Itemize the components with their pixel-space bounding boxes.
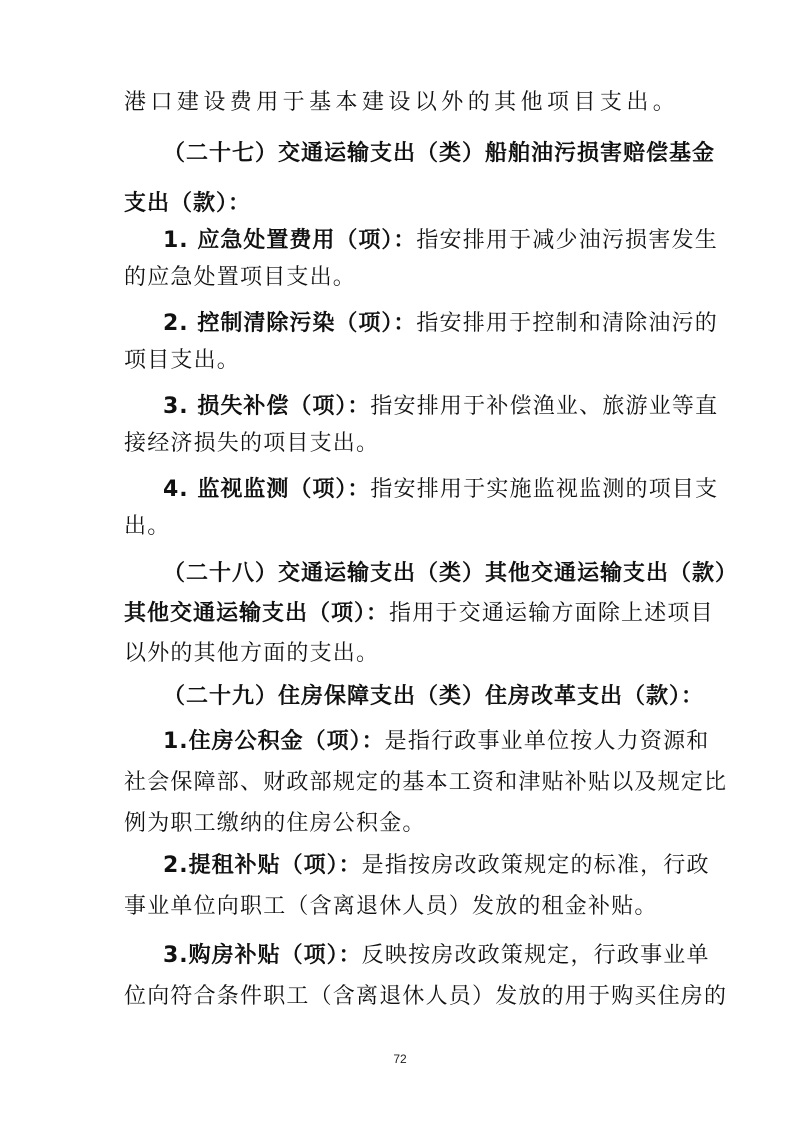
page-number: 72 xyxy=(393,1052,407,1066)
paragraph-line: 位向符合条件职工（含离退休人员）发放的用于购买住房的 xyxy=(124,984,728,1009)
item-line: 3. 损失补偿（项）：指安排用于补偿渔业、旅游业等直 xyxy=(163,394,719,419)
item-line: 2. 控制清除污染（项）：指安排用于控制和清除油污的 xyxy=(163,311,718,336)
item-line: 1. 应急处置费用（项）：指安排用于减少油污损害发生 xyxy=(163,228,718,253)
section-heading: 支出（款）： xyxy=(124,191,252,216)
paragraph-line: 接经济损失的项目支出。 xyxy=(124,431,380,456)
section-heading: （二十九）住房保障支出（类）住房改革支出（款）： xyxy=(163,684,705,709)
paragraph-line: 例为职工缴纳的住房公积金。 xyxy=(124,811,426,836)
paragraph-line: 项目支出。 xyxy=(124,348,241,373)
section-heading: （二十八）交通运输支出（类）其他交通运输支出（款） xyxy=(163,561,739,586)
paragraph-line: 出。 xyxy=(124,514,171,539)
item-line: 4. 监视监测（项）：指安排用于实施监视监测的项目支 xyxy=(163,477,719,502)
item-line: 其他交通运输支出（项）：指用于交通运输方面除上述项目 xyxy=(124,601,714,626)
paragraph-line: 事业单位向职工（含离退休人员）发放的租金补贴。 xyxy=(124,894,658,919)
item-line: 3.购房补贴（项）：反映按房改政策规定，行政事业单 xyxy=(163,943,710,968)
item-line: 1.住房公积金（项）：是指行政事业单位按人力资源和 xyxy=(163,729,710,754)
paragraph-line: 以外的其他方面的支出。 xyxy=(124,641,380,666)
paragraph-line: 港口建设费用于基本建设以外的其他项目支出。 xyxy=(124,90,676,115)
paragraph-line: 的应急处置项目支出。 xyxy=(124,265,357,290)
paragraph-line: 社会保障部、财政部规定的基本工资和津贴补贴以及规定比 xyxy=(124,770,728,795)
item-line: 2.提租补贴（项）：是指按房改政策规定的标准，行政 xyxy=(163,853,710,878)
section-heading: （二十七）交通运输支出（类）船舶油污损害赔偿基金 xyxy=(163,141,716,166)
